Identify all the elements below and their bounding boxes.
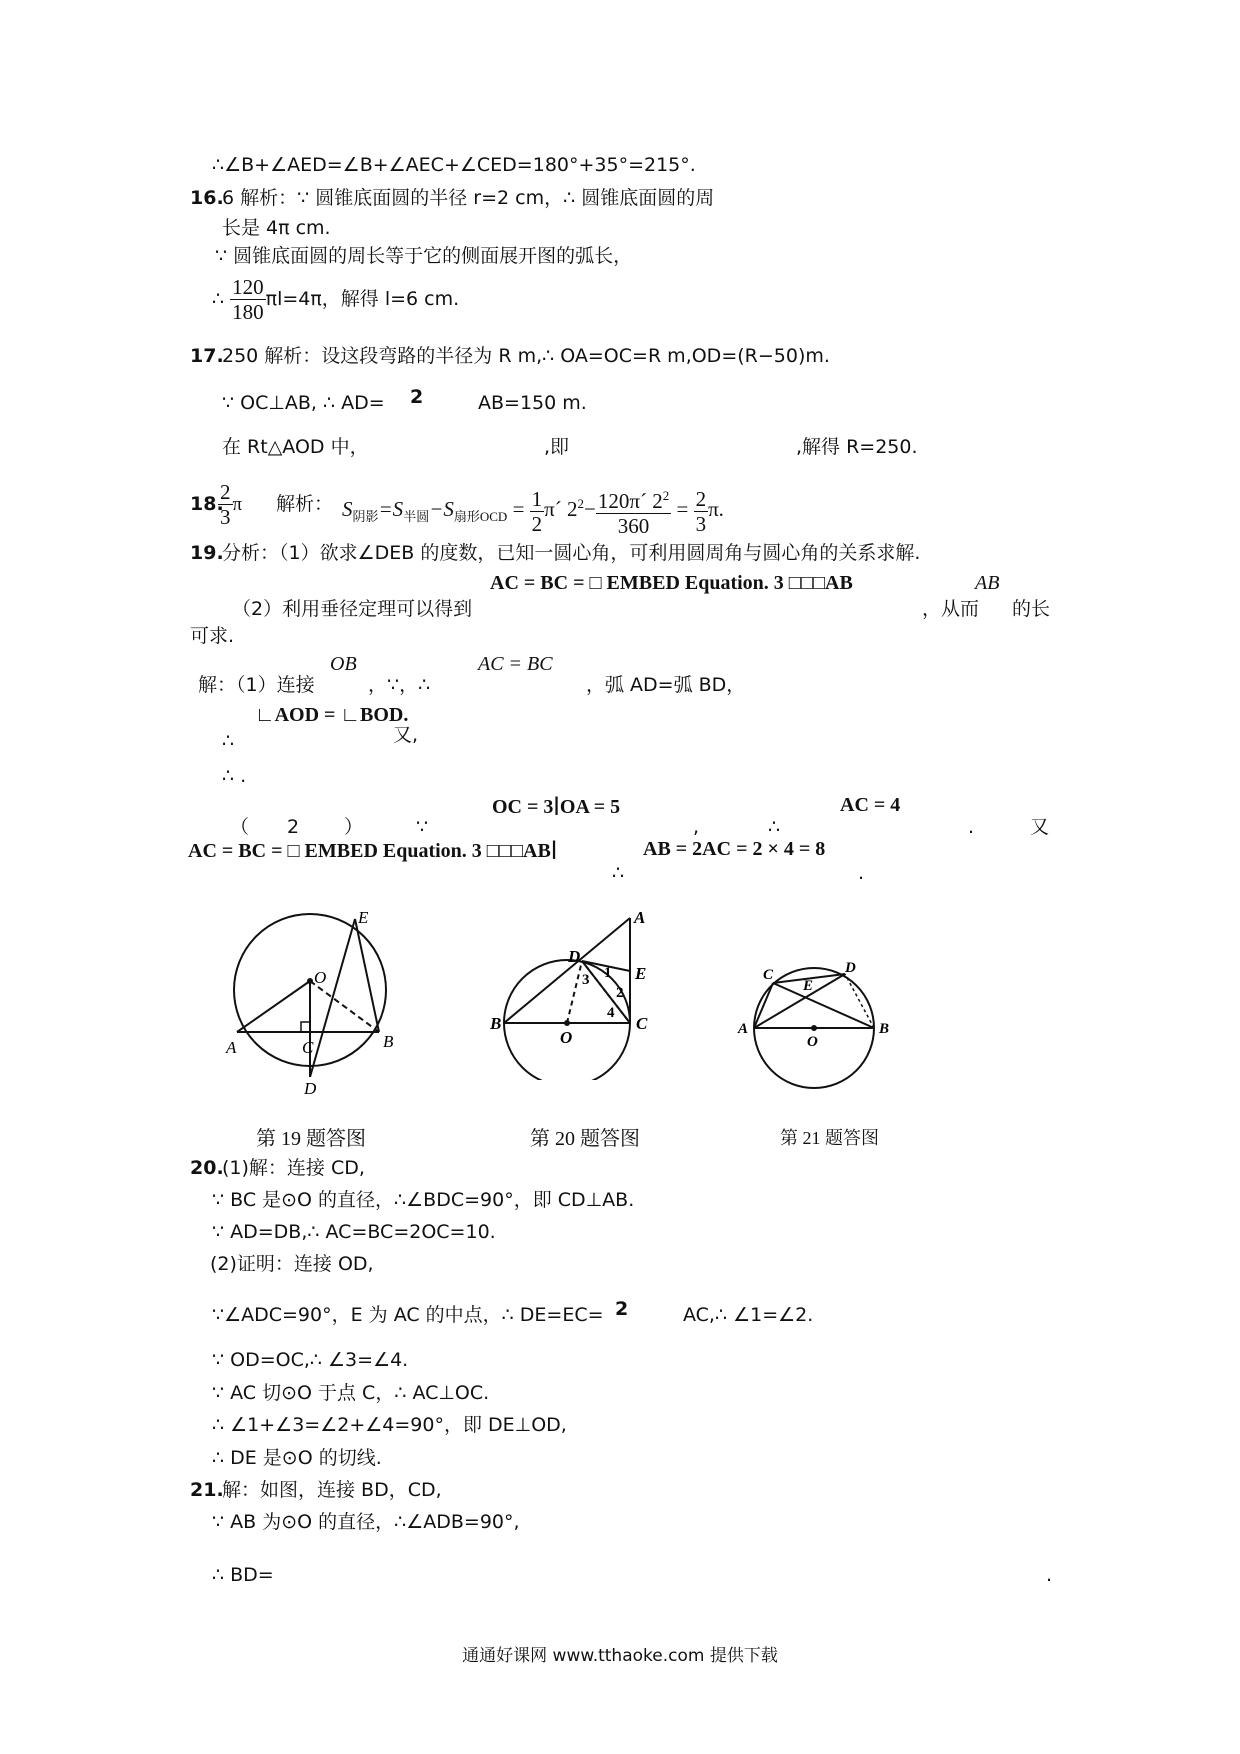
q19-you: 又 xyxy=(1030,816,1050,838)
q16-line-2: 长是 4π cm. xyxy=(222,217,331,239)
line-q15-conclusion: ∴∠B+∠AED=∠B+∠AEC+∠CED=180°+35°=215°. xyxy=(212,154,696,176)
q17-fraction-remnant: 2 xyxy=(410,386,424,408)
q19-analysis-2a: （2）利用垂径定理可以得到 xyxy=(232,598,473,620)
q19-acbc-label: AC = BC xyxy=(478,653,553,675)
q19-oc-oa: OC = 3∣OA = 5 xyxy=(492,796,621,818)
page-footer: 通通好课网 www.tthaoke.com 提供下载 xyxy=(462,1646,778,1666)
fig20-angle-1: 1 xyxy=(604,965,612,981)
q19-ac-4: AC = 4 xyxy=(840,794,901,816)
fraction-2-3-result: $\frac{2}{3}$ xyxy=(695,486,707,536)
q21-number: 21. xyxy=(190,1479,224,1501)
caption-figure-19: 第 19 题答图 xyxy=(256,1128,366,1150)
q19-period: . xyxy=(968,816,975,838)
q16-line-1: 6 解析：∵ 圆锥底面圆的半径 r=2 cm，∴ 圆锥底面圆的周 xyxy=(222,187,715,209)
q21-line-2: ∵ AB 为⊙O 的直径，∴∠ADB=90°, xyxy=(212,1511,520,1533)
q19-analysis-2c: 的长 xyxy=(1012,598,1051,620)
q19-comma: , xyxy=(693,816,700,838)
q20-fraction-remnant: 2 xyxy=(615,1298,629,1320)
q19-angle-aod-bod: ∟AOD = ∟BOD. xyxy=(255,704,409,726)
fraction-2-3: $\frac{2}{3}$ xyxy=(220,480,231,529)
q20-line-4: (2)证明：连接 OD, xyxy=(210,1253,374,1275)
fig20-angle-4: 4 xyxy=(607,1005,615,1021)
fig21-label-c: C xyxy=(763,967,774,983)
therefore-symbol: ∴ xyxy=(212,288,225,310)
caption-figure-20: 第 20 题答图 xyxy=(530,1128,640,1150)
q19-solution-1b: ，∵，∴ xyxy=(368,674,431,696)
q17-number: 17. xyxy=(190,345,224,367)
fig20-label-e: E xyxy=(635,964,647,983)
q17-line-3c: ,解得 R=250. xyxy=(796,436,918,458)
q21-line-1: 解：如图，连接 BD，CD, xyxy=(222,1479,442,1501)
figure-19 xyxy=(225,905,395,1095)
q19-solution-2a: ∴ xyxy=(222,730,235,752)
fig21-label-e: E xyxy=(803,978,814,994)
fig19-label-c: C xyxy=(302,1038,314,1057)
q19-embed-eq-1: AC = BC = □ EMBED Equation. 3 □□□AB xyxy=(490,572,853,594)
fraction-sector: $\frac{120\pi´ 2^2}{360}$ xyxy=(596,484,671,538)
q18-answer: $\frac{2}{3}$ π xyxy=(220,480,243,529)
caption-figure-21: 第 21 题答图 xyxy=(780,1128,879,1148)
q19-part2-num: 2 xyxy=(287,816,300,838)
q20-line-5a: ∵∠ADC=90°，E 为 AC 的中点，∴ DE=EC= xyxy=(212,1304,604,1326)
q20-line-2: ∵ BC 是⊙O 的直径，∴∠BDC=90°，即 CD⊥AB. xyxy=(212,1189,635,1211)
fig21-label-a: A xyxy=(738,1021,749,1037)
fig20-label-b: B xyxy=(490,1014,502,1033)
q19-part2-close: ） xyxy=(344,816,364,838)
q19-analysis-1: 分析：（1）欲求∠DEB 的度数，已知一圆心角，可利用圆周角与圆心角的关系求解. xyxy=(222,542,921,564)
q19-ab-label: AB xyxy=(975,572,1000,594)
fig21-label-d: D xyxy=(845,960,856,976)
fig20-label-o: O xyxy=(560,1028,573,1047)
q19-ob-label: OB xyxy=(330,653,357,675)
fig20-angle-2: 2 xyxy=(616,985,624,1001)
q18-jiexi: 解析： xyxy=(276,493,334,515)
q16-number: 16. xyxy=(190,187,224,209)
q19-final-period: . xyxy=(858,862,865,884)
fig20-label-c: C xyxy=(636,1014,648,1033)
q19-because: ∵ xyxy=(416,816,429,838)
q18-number: 18. xyxy=(190,493,224,515)
q19-solution-3: ∴ . xyxy=(222,765,247,787)
q20-line-8: ∴ ∠1+∠3=∠2+∠4=90°，即 DE⊥OD, xyxy=(212,1414,567,1436)
fig19-label-o: O xyxy=(314,968,327,987)
q21-line-3-end: . xyxy=(1046,1564,1053,1586)
q19-therefore: ∴ xyxy=(768,816,781,838)
fig19-label-a: A xyxy=(226,1038,237,1057)
figure-21 xyxy=(735,955,900,1095)
q19-solution-2b: 又, xyxy=(393,724,419,746)
q20-line-5b: AC,∴ ∠1=∠2. xyxy=(683,1304,814,1326)
q19-number: 19. xyxy=(190,542,224,564)
q16-line-4: ∴ $\frac{120}{180}$ πl=4π，解得 l=6 cm. xyxy=(212,275,460,324)
fraction-1-2: $\frac{1}{2}$ xyxy=(531,486,543,536)
fig19-label-b: B xyxy=(383,1032,394,1051)
fig20-label-a: A xyxy=(634,908,646,927)
q19-ab-8: AB = 2AC = 2 × 4 = 8 xyxy=(643,838,826,860)
q17-line-2: ∵ OC⊥AB, ∴ AD= xyxy=(222,392,385,414)
q17-line-3a: 在 Rt△AOD 中， xyxy=(222,436,369,458)
q18-formula: $S_{阴影}=S_{半圆}-S_{扇形OCD}$ = $\frac{1}{2}$ π´ $2^2-$ $\frac{120\pi´ 2^2}{360}$ = $\frac{2}{3}$ π. xyxy=(342,476,724,545)
fig21-label-o: O xyxy=(807,1034,818,1050)
figure-20 xyxy=(490,905,665,1080)
q20-line-1: (1)解：连接 CD, xyxy=(222,1157,365,1179)
q20-line-7: ∵ AC 切⊙O 于点 C，∴ AC⊥OC. xyxy=(212,1382,490,1404)
q19-solution-1c: ，弧 AD=弧 BD， xyxy=(586,674,746,696)
q21-line-3: ∴ BD= xyxy=(212,1564,274,1586)
fig21-label-b: B xyxy=(879,1021,890,1037)
fig19-label-e: E xyxy=(358,908,369,927)
fig19-label-d: D xyxy=(304,1079,317,1095)
fig20-angle-3: 3 xyxy=(582,972,590,988)
q20-number: 20. xyxy=(190,1157,224,1179)
q17-line-3b: ,即 xyxy=(544,436,570,458)
q20-line-6: ∵ OD=OC,∴ ∠3=∠4. xyxy=(212,1349,409,1371)
fraction-120-180: $\frac{120}{180}$ xyxy=(232,275,264,324)
q19-analysis-2b: ，从而 xyxy=(922,598,980,620)
q16-line-3: ∵ 圆锥底面圆的周长等于它的侧面展开图的弧长， xyxy=(215,245,633,267)
q19-part2-open: （ xyxy=(230,816,250,838)
q17-line-2b: AB=150 m. xyxy=(478,392,587,414)
q19-embed-eq-2: AC = BC = □ EMBED Equation. 3 □□□AB∣ xyxy=(188,840,558,862)
q17-line-1: 250 解析：设这段弯路的半径为 R m,∴ OA=OC=R m,OD=(R−50)m. xyxy=(222,345,830,367)
q20-line-3: ∵ AD=DB,∴ AC=BC=2OC=10. xyxy=(212,1221,496,1243)
q20-line-9: ∴ DE 是⊙O 的切线. xyxy=(212,1447,382,1469)
q19-analysis-3: 可求. xyxy=(190,625,235,647)
fig20-label-d: D xyxy=(568,947,581,966)
q19-solution-1a: 解：（1）连接 xyxy=(198,674,315,696)
q19-final-therefore: ∴ xyxy=(612,862,625,884)
